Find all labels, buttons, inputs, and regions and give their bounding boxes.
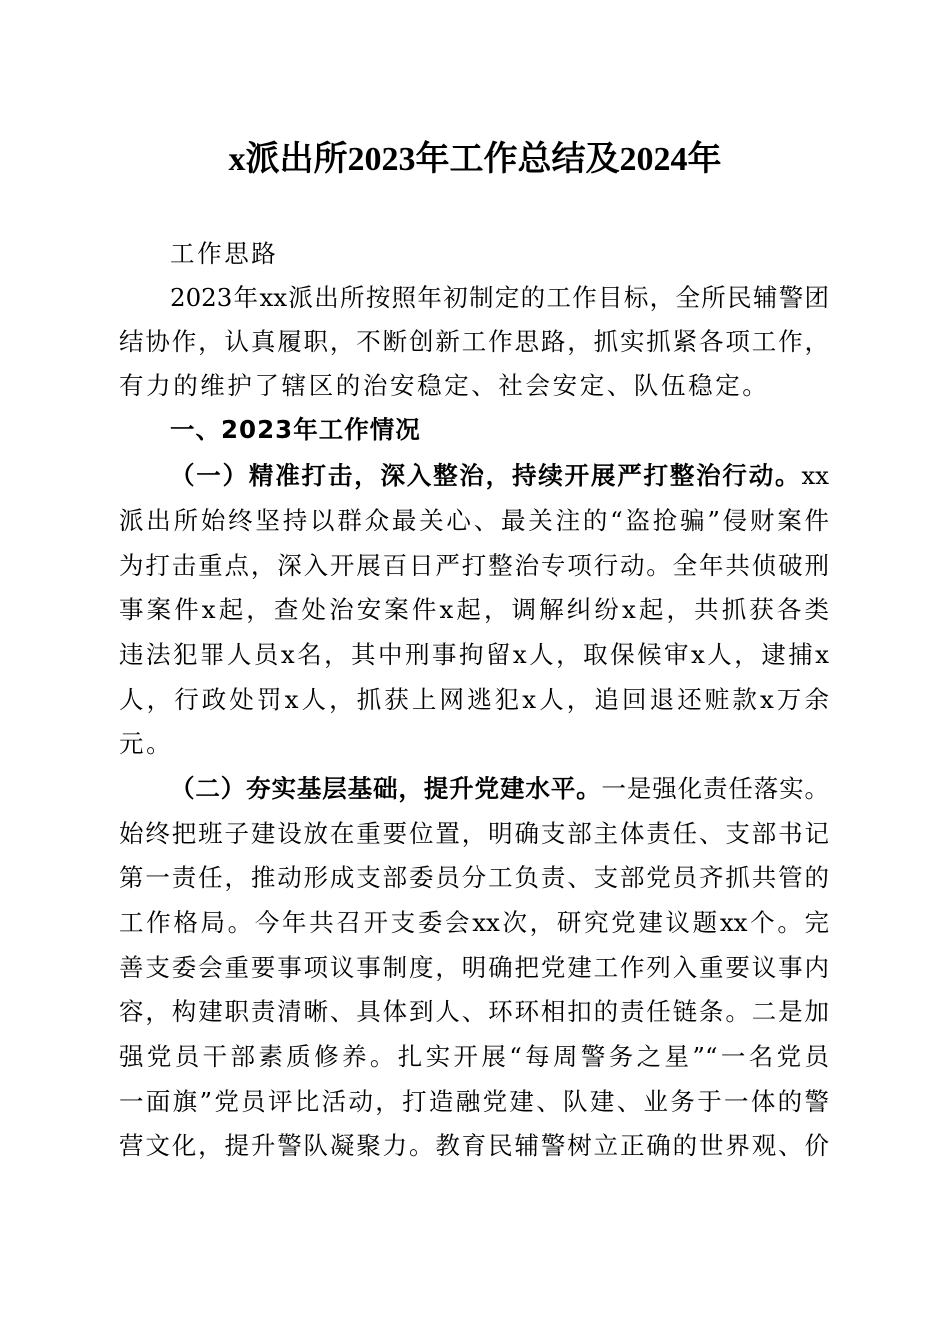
- paragraph-lead: （二）夯实基层基础，提升党建水平。: [170, 774, 602, 803]
- paragraph-line: 容，构建职责清晰、具体到人、环环相扣的责任链条。二是加: [119, 997, 829, 1026]
- intro-line: 结协作，认真履职，不断创新工作思路，抓实抓紧各项工作，: [119, 327, 829, 356]
- paragraph-line: 营文化，提升警队凝聚力。教育民辅警树立正确的世界观、价: [119, 1131, 829, 1160]
- intro-line: 2023年xx派出所按照年初制定的工作目标，全所民辅警团: [170, 283, 829, 312]
- paragraph-line: 始终把班子建设放在重要位置，明确支部主体责任、支部书记: [119, 819, 829, 848]
- title-continuation: 工作思路: [170, 239, 279, 268]
- paragraph-line: 派出所始终坚持以群众最关心、最关注的“盗抢骗”侵财案件: [119, 506, 829, 535]
- paragraph-text: xx: [801, 461, 829, 490]
- paragraph-line: 元。: [119, 729, 174, 758]
- paragraph-line: 第一责任，推动形成支部委员分工负责、支部党员齐抓共管的: [119, 863, 829, 892]
- paragraph-line: 善支委会重要事项议事制度，明确把党建工作列入重要议事内: [119, 953, 829, 982]
- paragraph-line: 为打击重点，深入开展百日严打整治专项行动。全年共侦破刑: [119, 551, 829, 580]
- paragraph-line: 违法犯罪人员x名，其中刑事拘留x人，取保候审x人，逮捕x: [119, 640, 829, 669]
- paragraph-line: [170, 771, 829, 807]
- paragraph-line: 人，行政处罚x人，抓获上网逃犯x人，追回退还赃款x万余: [119, 685, 829, 714]
- document-title: x派出所2023年工作总结及2024年: [228, 141, 722, 178]
- paragraph-line: 强党员干部素质修养。扎实开展“每周警务之星”“一名党员: [119, 1042, 829, 1071]
- paragraph-line: 工作格局。今年共召开支委会xx次，研究党建议题xx个。完: [119, 908, 829, 937]
- paragraph-line: 事案件x起，查处治安案件x起，调解纠纷x起，共抓获各类: [119, 595, 829, 624]
- section-heading: 一、2023年工作情况: [170, 415, 421, 444]
- paragraph-text: 一是强化责任落实。: [601, 774, 830, 803]
- paragraph-line: 一面旗”党员评比活动，打造融党建、队建、业务于一体的警: [119, 1087, 829, 1116]
- paragraph-lead: （一）精准打击，深入整治，持续开展严打整治行动。: [170, 461, 802, 490]
- paragraph-line: [170, 458, 829, 494]
- intro-line: 有力的维护了辖区的治安稳定、社会安定、队伍稳定。: [119, 371, 770, 400]
